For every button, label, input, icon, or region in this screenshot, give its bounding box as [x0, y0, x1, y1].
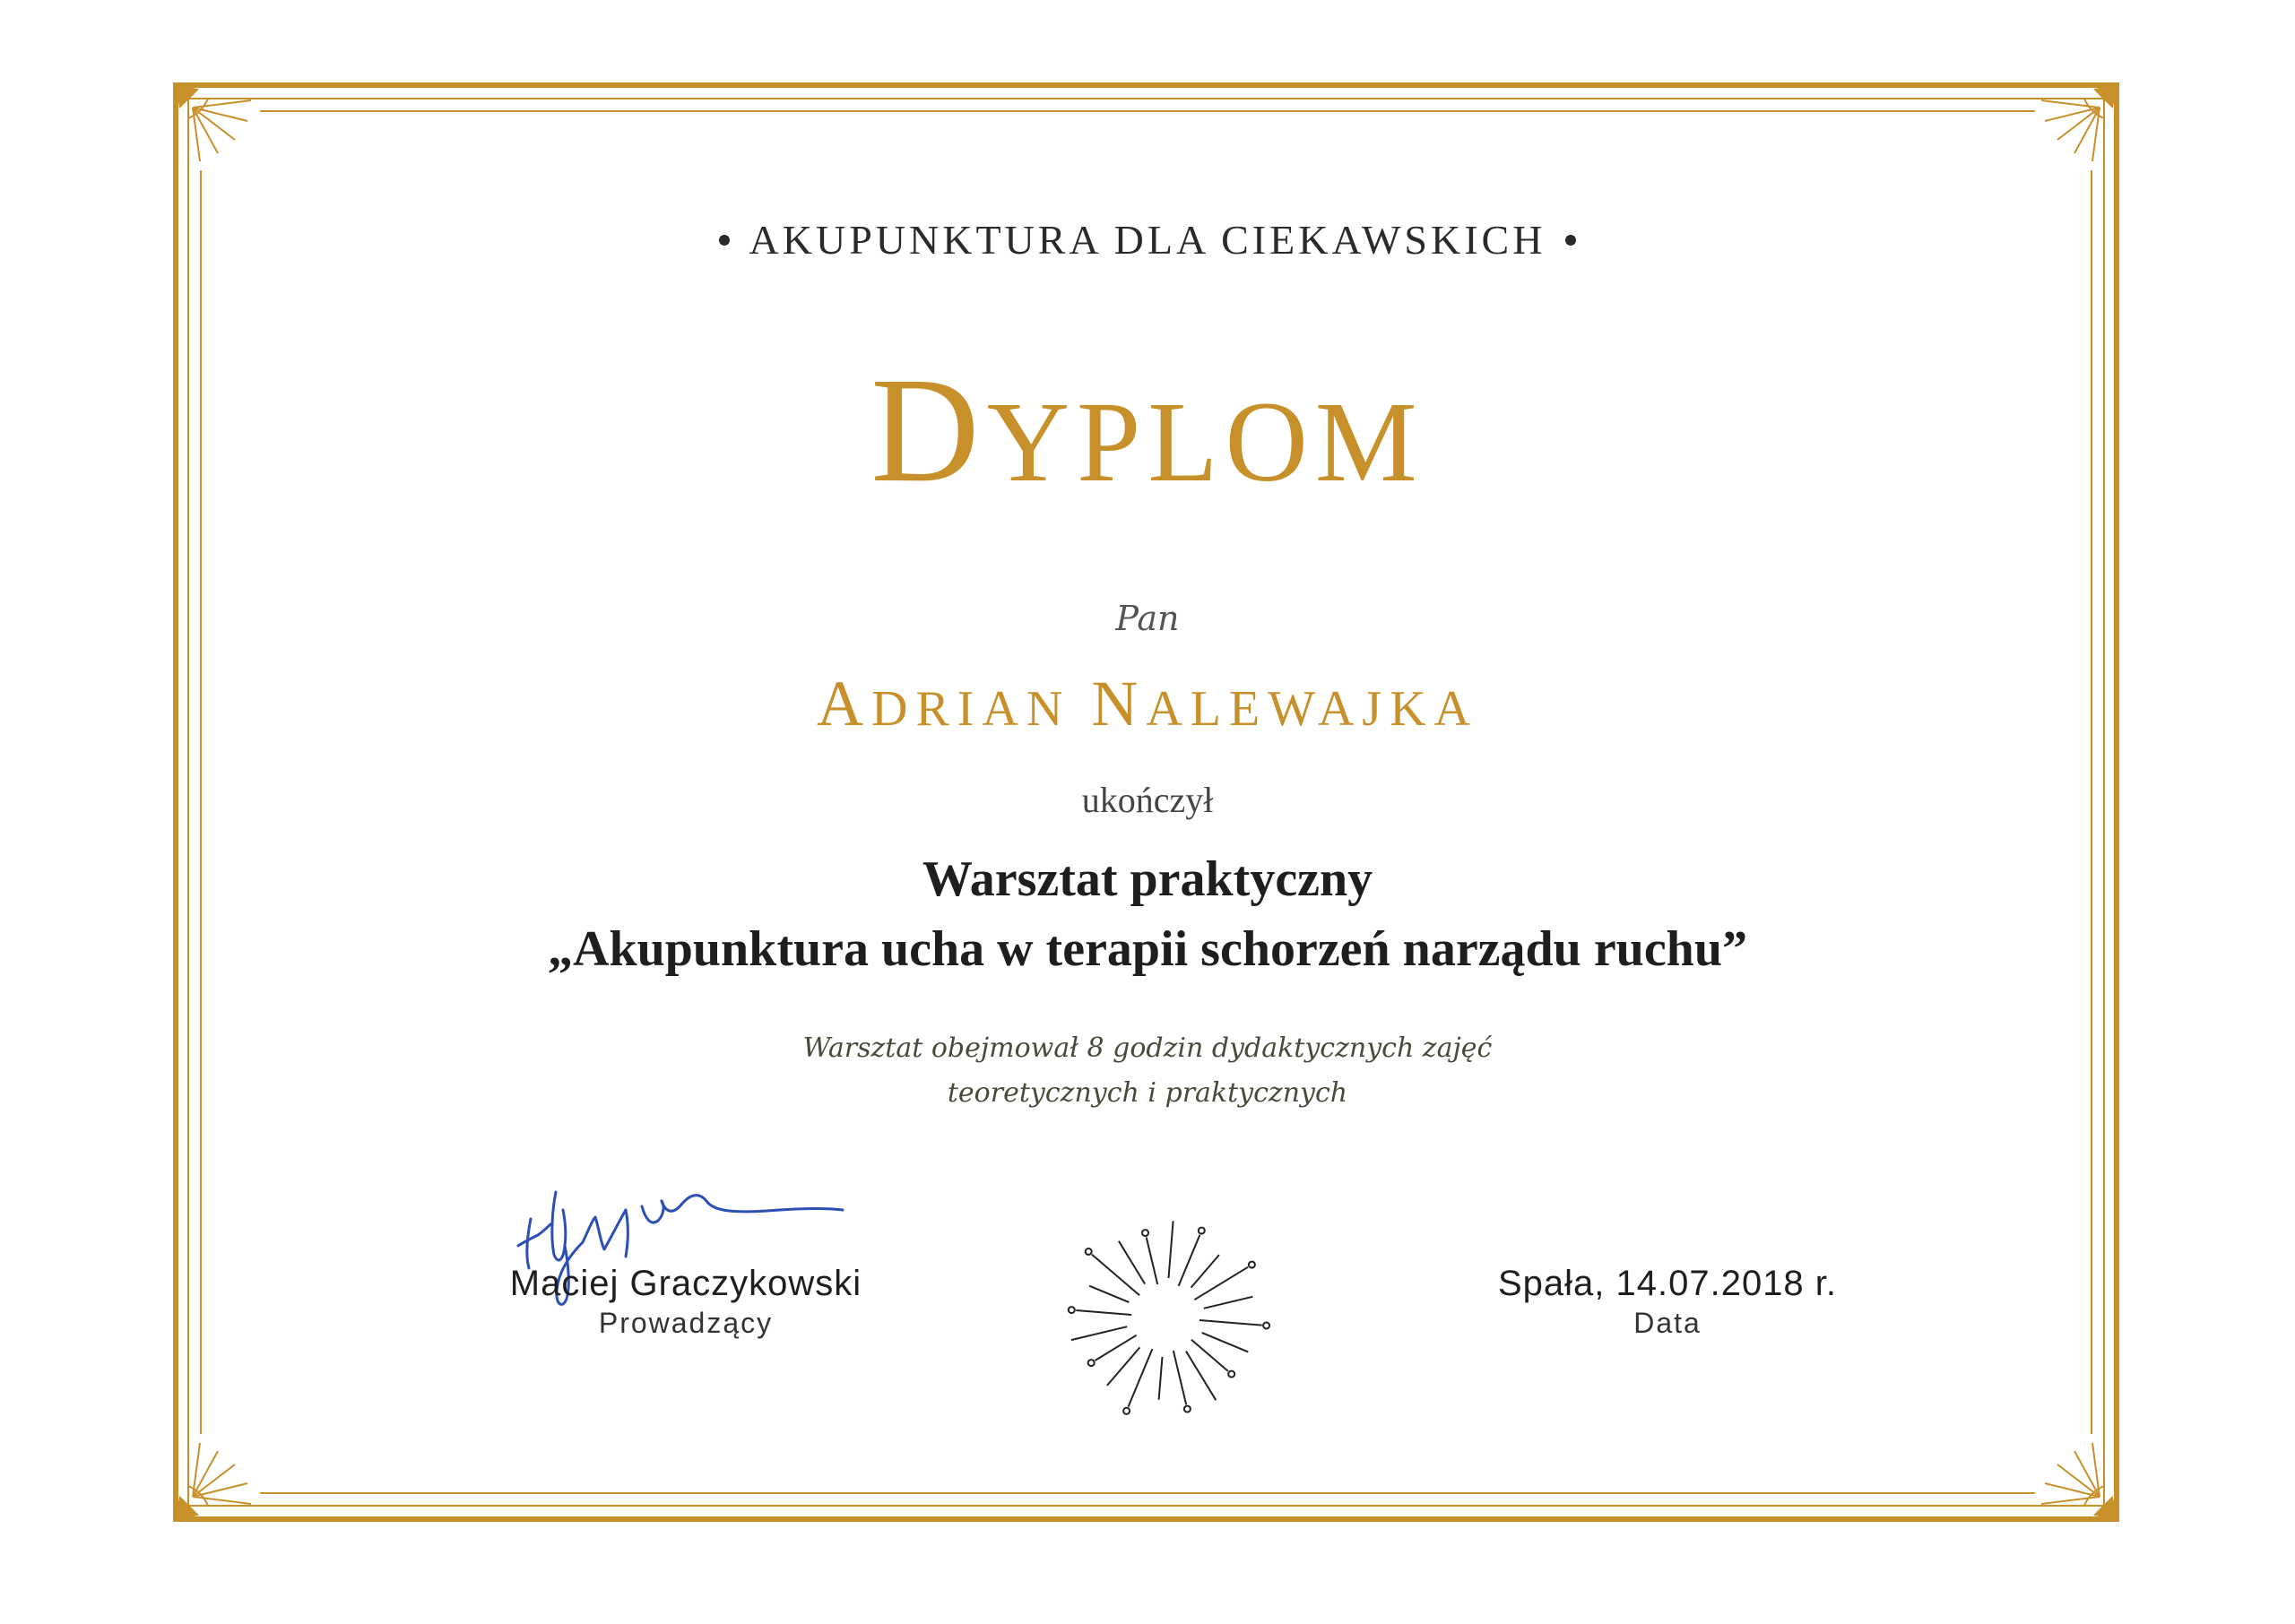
- needle-line: [1089, 1286, 1129, 1302]
- needle-line: [1076, 1310, 1131, 1315]
- title-rest: YPLOM: [986, 378, 1425, 505]
- corner-ornament-top-left: [176, 85, 251, 161]
- date-label: Data: [1633, 1307, 1702, 1339]
- needle-head: [1199, 1228, 1205, 1234]
- corner-ornament-bottom-right: [2041, 1443, 2117, 1519]
- needle-head: [1263, 1323, 1269, 1329]
- needle-line: [1147, 1238, 1158, 1285]
- name-space: [1070, 681, 1091, 737]
- needle-head: [1184, 1406, 1191, 1412]
- needle-head: [1142, 1230, 1148, 1236]
- needle-line: [1191, 1255, 1219, 1288]
- organization-heading: [0, 213, 2295, 267]
- course-type: Warsztat praktyczny: [922, 851, 1373, 907]
- date-block: [1354, 1262, 1981, 1341]
- needle-line: [1096, 1335, 1137, 1361]
- signatory-block: [372, 1262, 1000, 1341]
- needle-head: [1228, 1371, 1234, 1378]
- recipient-name: [0, 668, 2295, 757]
- course-description-line-1: Warsztat obejmował 8 godzin dydaktycznych zajęć: [802, 1032, 1493, 1064]
- date-value: Spała, 14.07.2018 r.: [1497, 1264, 1838, 1303]
- needle-head: [1249, 1262, 1255, 1268]
- salutation: Pan: [1115, 599, 1180, 638]
- needle-head: [1088, 1360, 1095, 1366]
- bullet-dot-icon: [719, 235, 730, 246]
- needle-head: [1086, 1248, 1092, 1255]
- needle-line: [1199, 1320, 1262, 1326]
- needle-line: [1202, 1333, 1249, 1352]
- corner-ornament-top-right: [2041, 85, 2117, 161]
- recipient-last-initial: N: [1091, 668, 1147, 739]
- needle-line: [1186, 1352, 1216, 1401]
- diploma-title: [0, 347, 2295, 553]
- corner-ornament-bottom-left: [176, 1443, 251, 1519]
- needle-head: [1069, 1307, 1075, 1313]
- acupuncture-needles-burst-icon: [1053, 1205, 1277, 1430]
- needle-line: [1119, 1241, 1145, 1284]
- needle-line: [1159, 1357, 1163, 1400]
- completed-text: ukończył: [1081, 780, 1214, 820]
- needle-line: [1179, 1235, 1200, 1286]
- recipient-first-rest: DRIAN: [871, 681, 1071, 737]
- needle-line: [1071, 1326, 1127, 1340]
- needle-line: [1107, 1347, 1140, 1386]
- organization-name: AKUPUNKTURA DLA CIEKAWSKICH: [749, 217, 1546, 263]
- bullet-dot-icon: [1565, 235, 1576, 246]
- title-initial: D: [870, 347, 987, 514]
- needle-line: [1169, 1221, 1173, 1278]
- course-description-line-2: teoretycznych i praktycznych: [947, 1077, 1348, 1109]
- needle-line: [1204, 1297, 1253, 1309]
- needle-line: [1194, 1267, 1248, 1300]
- recipient-last-rest: ALEWAJKA: [1146, 681, 1478, 737]
- needle-head: [1123, 1408, 1130, 1414]
- recipient-first-initial: A: [817, 668, 872, 739]
- needle-line: [1191, 1340, 1228, 1371]
- signatory-name: Maciej Graczykowski: [509, 1264, 862, 1303]
- needle-line: [1173, 1351, 1186, 1404]
- signatory-role: Prowadzący: [598, 1307, 774, 1339]
- course-title: „Akupunktura ucha w terapii schorzeń narządu ruchu”: [548, 921, 1747, 977]
